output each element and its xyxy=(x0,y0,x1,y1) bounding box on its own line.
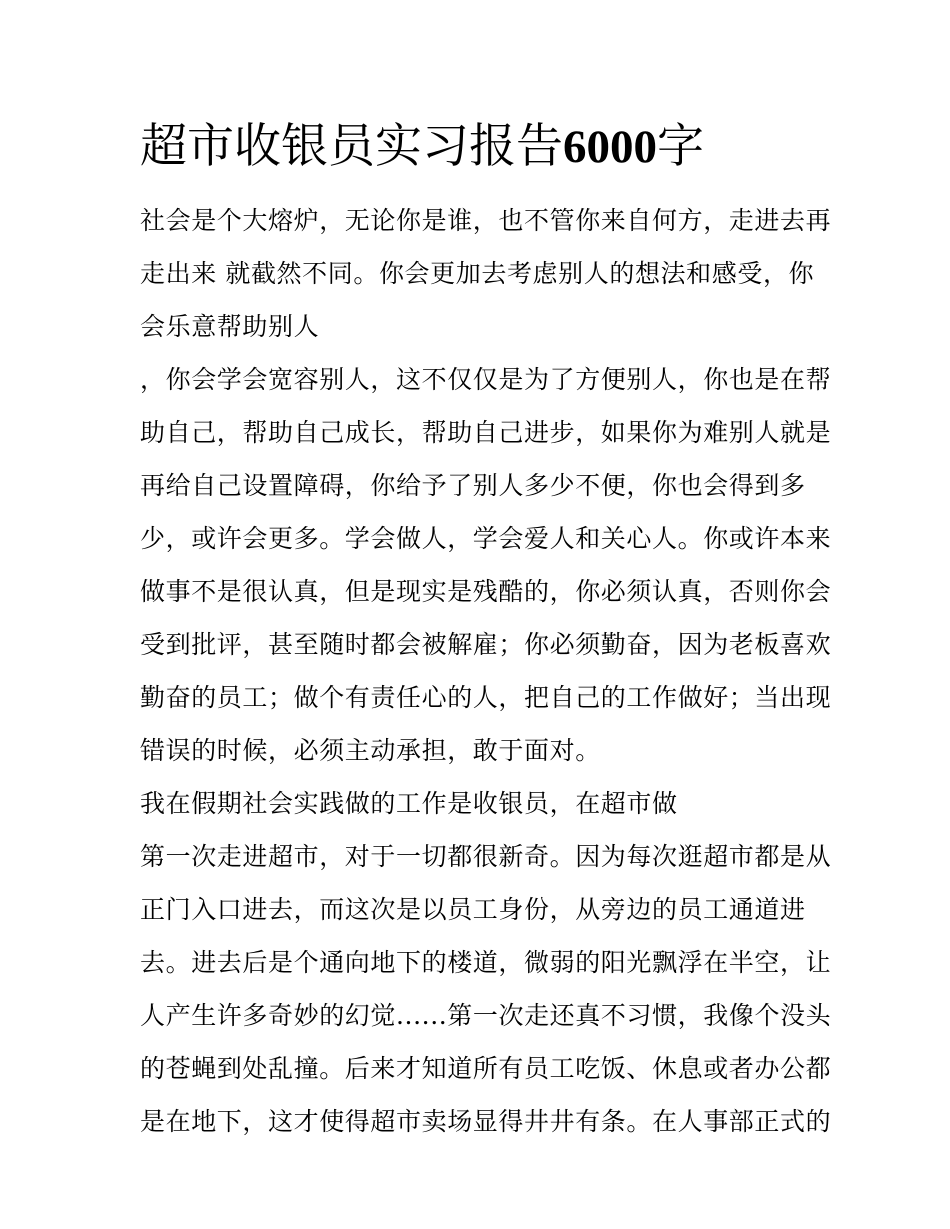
title-number: 6000 xyxy=(563,121,657,173)
title-suffix: 字 xyxy=(657,119,704,174)
text-line: 少，或许会更多。学会做人，学会爱人和关心人。你或许本来 xyxy=(140,524,832,553)
text-line: 再给自己设置障碍，你给予了别人多少不便，你也会得到多 xyxy=(140,471,806,500)
title-prefix: 超市收银员实习报告 xyxy=(140,119,563,174)
text-line: 会乐意帮助别人 xyxy=(140,312,320,341)
text-line: 的苍蝇到处乱撞。后来才知道所有员工吃饭、休息或者办公都 xyxy=(140,1054,832,1083)
page-title xyxy=(140,112,704,182)
text-line: 社会是个大熔炉，无论你是谁，也不管你来自何方，走进去再 xyxy=(140,206,832,235)
text-line: 是在地下，这才使得超市卖场显得井井有条。在人事部正式的 xyxy=(140,1107,832,1136)
text-line: ，你会学会宽容别人，这不仅仅是为了方便别人，你也是在帮 xyxy=(140,365,832,394)
text-line: 错误的时候，必须主动承担，敢于面对。 xyxy=(140,736,601,765)
text-line: 做事不是很认真，但是现实是残酷的，你必须认真，否则你会 xyxy=(140,577,832,606)
text-line: 受到批评，甚至随时都会被解雇；你必须勤奋，因为老板喜欢 xyxy=(140,630,832,659)
text-line: 正门入口进去，而这次是以员工身份，从旁边的员工通道进 xyxy=(140,895,806,924)
body-text xyxy=(140,194,832,1148)
text-line: 助自己，帮助自己成长，帮助自己进步，如果你为难别人就是 xyxy=(140,418,832,447)
text-line: 人产生许多奇妙的幻觉......第一次走还真不习惯，我像个没头 xyxy=(140,1001,832,1030)
text-line: 走出来 就截然不同。你会更加去考虑别人的想法和感受，你 xyxy=(140,259,815,288)
text-line: 第一次走进超市，对于一切都很新奇。因为每次逛超市都是从 xyxy=(140,842,832,871)
text-line: 去。进去后是个通向地下的楼道，微弱的阳光飘浮在半空，让 xyxy=(140,948,832,977)
text-line: 勤奋的员工；做个有责任心的人，把自己的工作做好；当出现 xyxy=(140,683,832,712)
text-line: 我在假期社会实践做的工作是收银员，在超市做 xyxy=(140,789,678,818)
